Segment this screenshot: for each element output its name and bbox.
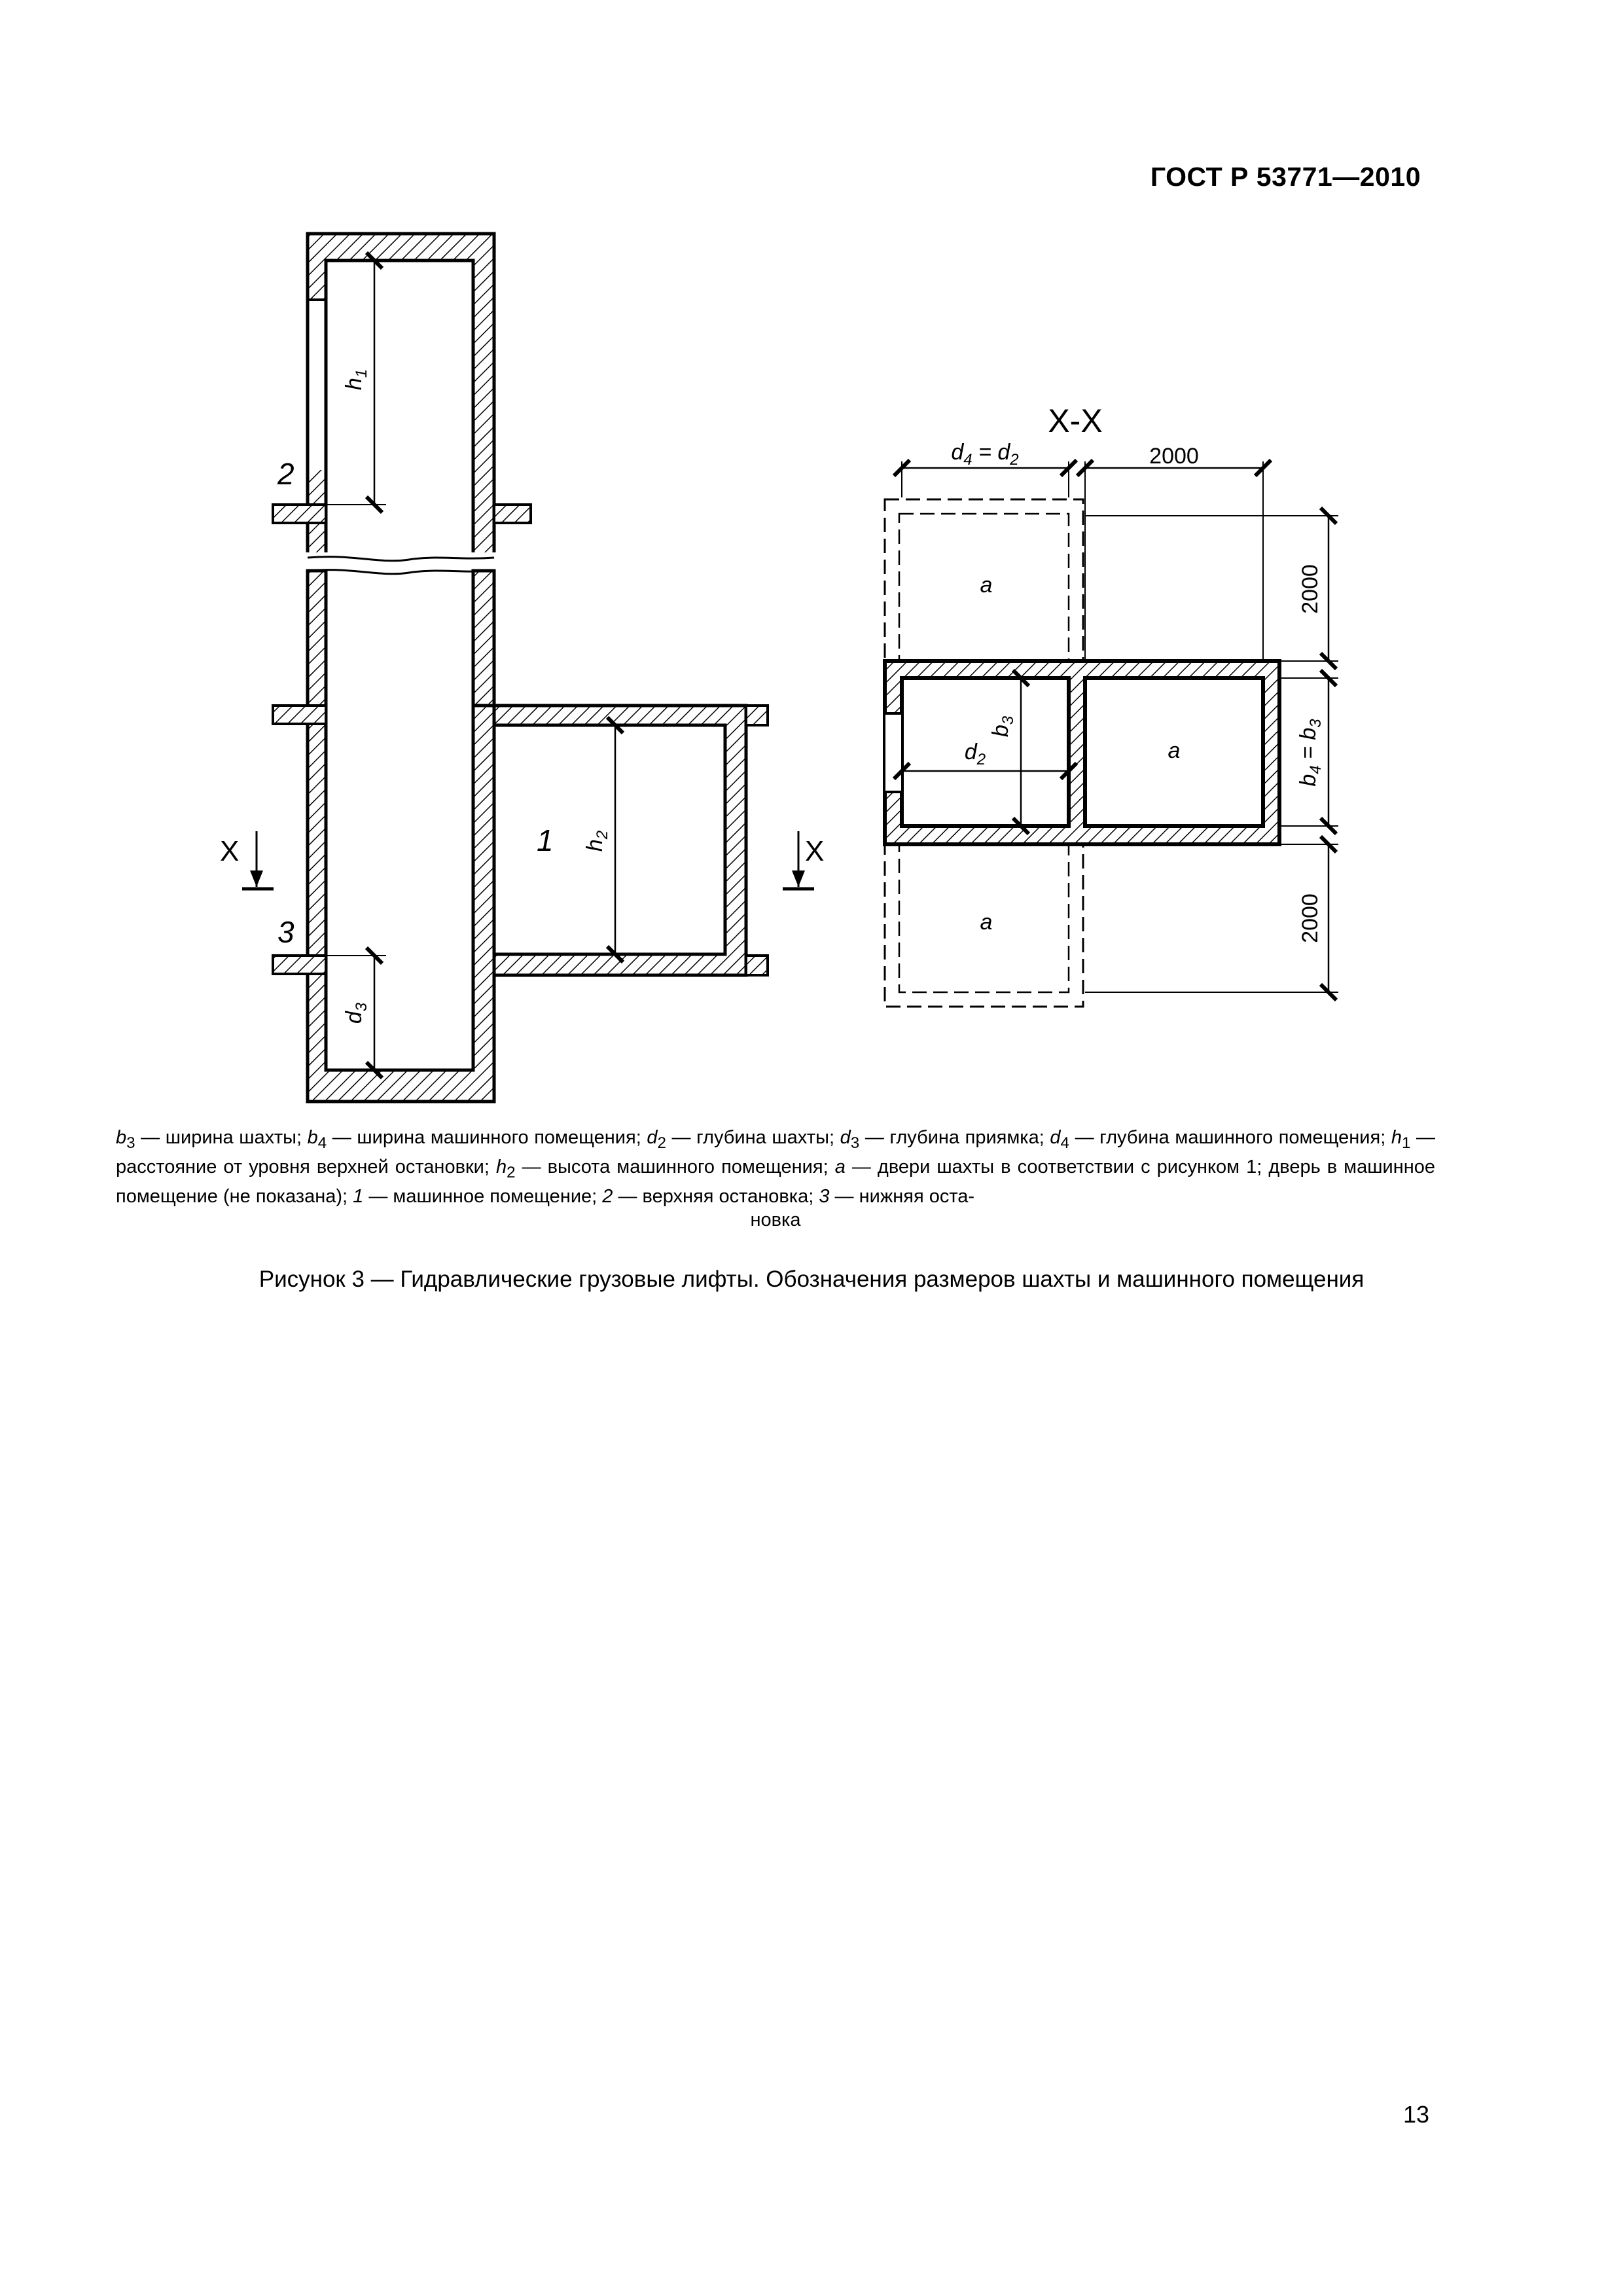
figure-title: Рисунок 3 — Гидравлические грузовые лифты. Обозначения размеров шахты и машинного помещения <box>259 1266 1364 1292</box>
dim-top-label: 2000 <box>1149 444 1199 469</box>
floor-slab-mid <box>273 706 326 724</box>
dim-right-bottom-label: 2000 <box>1298 893 1323 943</box>
d4-eq-label: $d_4 = d_2$ <box>951 440 1019 469</box>
d3-label: $d_3$ <box>342 1002 370 1024</box>
machine-room-slab-top <box>746 706 768 725</box>
door-label-room: a <box>1168 738 1181 763</box>
floor-slab-top <box>273 505 326 523</box>
label-3: 3 <box>277 915 294 949</box>
h1-label: $h_1$ <box>342 368 370 391</box>
door-label-bottom: a <box>980 910 993 935</box>
section-title: X-X <box>1048 403 1103 439</box>
vertical-section <box>220 234 824 1102</box>
dim-right-top-label: 2000 <box>1298 564 1323 614</box>
machine-room-slab-bottom <box>746 956 768 975</box>
label-2: 2 <box>277 457 294 491</box>
plan-walls <box>885 661 1279 844</box>
b3-label: $b_3$ <box>988 715 1017 738</box>
floor-slab-top-right <box>494 505 531 523</box>
figure-legend: $b_3$ — ширина шахты; $b_4$ — ширина машинного помещения; $d_2$ — глубина шахты; $d_3$ — глубина приямка; $d_4$ — глубина машинного помещения; $h_1$ — расстояние от уровня верхней остановки; $h_2$ — высота машинного помещения; a — двери шахты в соответствии с рисунком 1; дверь в машинное помещение (не показана); 1 — машинное помещение; 2 — верхняя остановка; 3 — нижняя оста- новка <box>116 1127 1436 1230</box>
document-id: ГОСТ Р 53771—2010 <box>1150 162 1421 192</box>
d2-label: $d_2$ <box>964 740 986 768</box>
machine-room-wall <box>494 706 746 975</box>
floor-slab-bottom <box>273 956 326 974</box>
shaft-lower-wall <box>308 571 494 1102</box>
page-number: 13 <box>1402 2101 1429 2128</box>
label-1: 1 <box>537 823 554 857</box>
h2-label: $h_2$ <box>582 830 611 852</box>
door-label-top: a <box>980 573 993 598</box>
plan-section <box>885 403 1338 1007</box>
section-marker-left: X <box>220 835 240 867</box>
section-marker-right: X <box>805 835 825 867</box>
shaft-upper-wall <box>308 234 494 555</box>
elevator-shaft-drawing <box>0 0 1623 1113</box>
b4-eq-label: $b_4 = b_3$ <box>1296 719 1325 787</box>
